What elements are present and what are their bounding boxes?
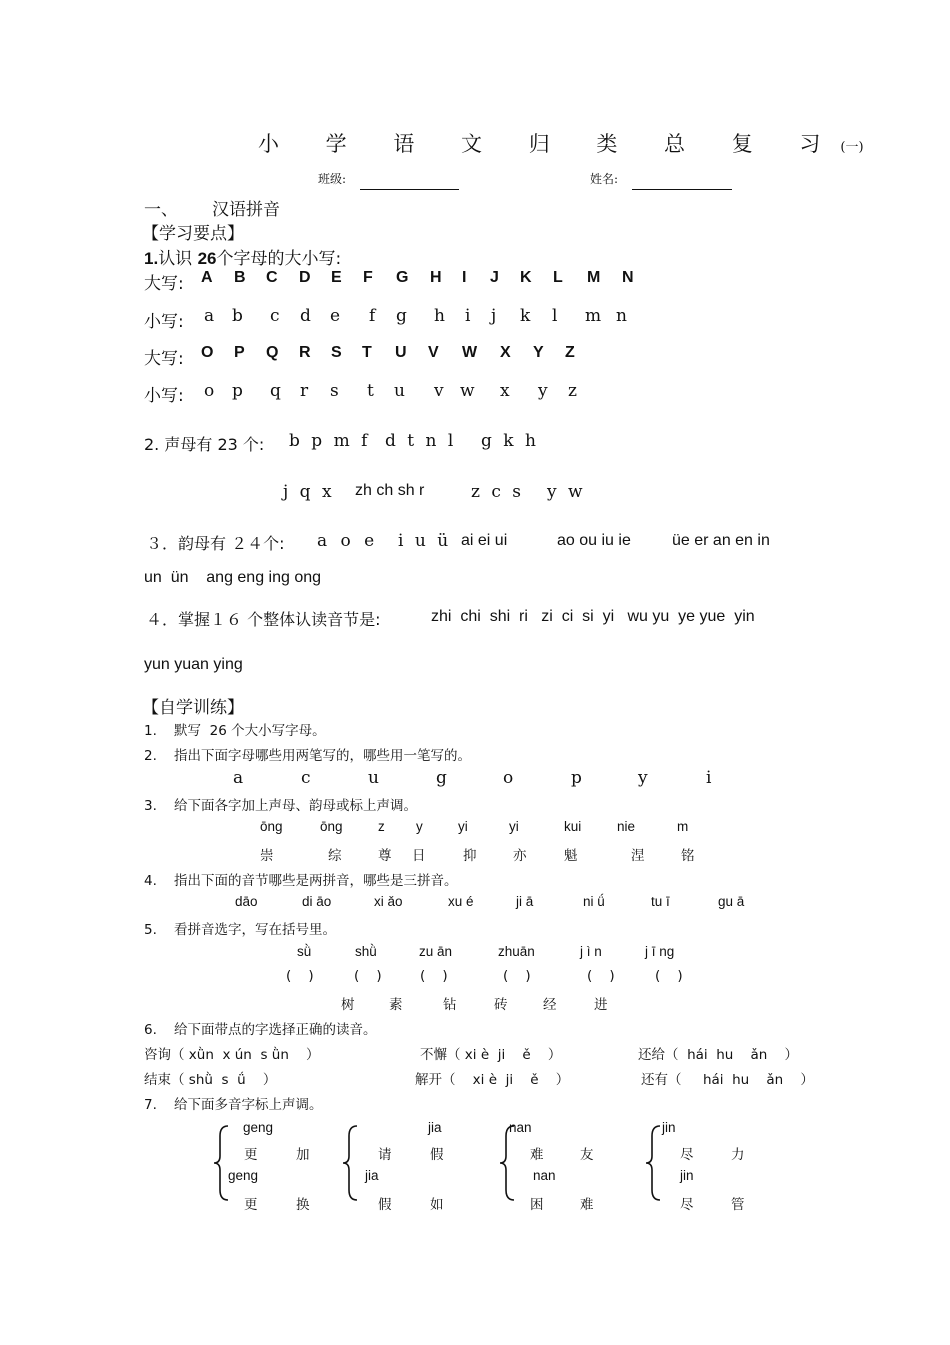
- q5-char: 砖: [494, 997, 508, 1013]
- q3-char: 魁: [564, 848, 578, 864]
- uppercase-letter: Q: [266, 344, 279, 361]
- q7-word-char: 困: [530, 1197, 544, 1213]
- q3-char: 尊: [378, 848, 392, 864]
- q7-pinyin: jia: [428, 1120, 442, 1135]
- lower-label-1: 小写:: [144, 312, 184, 332]
- uppercase-letter: M: [587, 269, 601, 286]
- finals-group: ao ou iu ie: [557, 532, 631, 549]
- lowercase-letter: z: [568, 381, 577, 401]
- q2-letter: i: [706, 768, 712, 788]
- uppercase-letter: A: [201, 269, 213, 286]
- q2-letter: g: [436, 768, 447, 788]
- lowercase-letter: x: [500, 381, 510, 401]
- item1-count: 26: [197, 249, 217, 268]
- uppercase-letter: N: [622, 269, 634, 286]
- q7-word-char: 更: [244, 1147, 258, 1163]
- q7-word-char: 尽: [680, 1197, 694, 1213]
- q7-word-char: 假: [430, 1147, 444, 1163]
- uppercase-letter: X: [500, 344, 511, 361]
- brace-icon: [341, 1124, 361, 1202]
- q4-syllable: tu ī: [651, 894, 670, 909]
- q3-pinyin: kui: [564, 819, 582, 834]
- initials-group: g k h: [481, 431, 539, 451]
- q3-pinyin: ōng: [320, 819, 343, 834]
- item1-rest: 个字母的大小写:: [216, 249, 342, 269]
- q5-pinyin: zhuān: [498, 944, 535, 959]
- q7-pinyin: nan: [533, 1168, 556, 1183]
- uppercase-letter: J: [490, 269, 499, 286]
- q6-item: 不懈（ xi è ji ě ）: [420, 1047, 562, 1063]
- item1-number: 1.: [144, 249, 159, 268]
- upper-label-1: 大写:: [144, 274, 184, 294]
- q4-syllable: dāo: [235, 894, 258, 909]
- lowercase-letter: c: [270, 306, 280, 326]
- lowercase-letter: d: [300, 306, 311, 326]
- brace-icon: [644, 1124, 664, 1202]
- upper-label-2: 大写:: [144, 349, 184, 369]
- answer-paren[interactable]: ( ): [354, 968, 382, 984]
- q7-word-char: 难: [580, 1197, 594, 1213]
- syllables-line-2: yun yuan ying: [144, 656, 243, 673]
- q6-item: 结束（ shǜ s ǘ ）: [144, 1072, 277, 1088]
- page-title: [258, 128, 864, 158]
- answer-paren[interactable]: ( ): [503, 968, 531, 984]
- initials-group: b p m f: [289, 431, 371, 451]
- q4-syllable: xi ǎo: [374, 894, 403, 909]
- q5-pinyin: shǜ: [355, 944, 377, 959]
- q7-pinyin: jia: [365, 1168, 379, 1183]
- brace-icon: [212, 1124, 232, 1202]
- uppercase-letter: B: [234, 269, 246, 286]
- q7-pinyin: geng: [228, 1168, 259, 1183]
- q3-char: 抑: [463, 848, 477, 864]
- answer-paren[interactable]: ( ): [286, 968, 314, 984]
- q3-char: 亦: [513, 848, 527, 864]
- lowercase-letter: g: [396, 306, 407, 326]
- key-points-heading: 【学习要点】: [142, 224, 244, 244]
- q5-pinyin: j ì n: [580, 944, 602, 959]
- q5-pinyin: j ī ng: [645, 944, 675, 959]
- finals-group: üe er an en in: [672, 532, 770, 549]
- uppercase-letter: E: [331, 269, 342, 286]
- lowercase-letter: b: [232, 306, 243, 326]
- q5-char: 素: [389, 997, 403, 1013]
- syllables-line-1: zhi chi shi ri zi ci si yi wu yu ye yue yin: [431, 608, 755, 625]
- uppercase-letter: R: [299, 344, 311, 361]
- q7-word-char: 尽: [680, 1147, 694, 1163]
- q4-syllable: xu é: [448, 894, 474, 909]
- lowercase-letter: s: [330, 381, 339, 401]
- uppercase-letter: W: [462, 344, 478, 361]
- q6-item: 咨询（ xǜn x ún s ǜn ）: [144, 1047, 320, 1063]
- lowercase-letter: v: [434, 381, 444, 401]
- lowercase-letter: n: [616, 306, 627, 326]
- q2-letter: a: [233, 768, 244, 788]
- q4-syllable: gu ā: [718, 894, 745, 909]
- q7-word-char: 加: [296, 1147, 310, 1163]
- q7-pinyin: jin: [680, 1168, 694, 1183]
- q7-word-char: 力: [731, 1147, 745, 1163]
- q3-pinyin: nie: [617, 819, 636, 834]
- q4-syllable: ji ā: [516, 894, 534, 909]
- item1-text: 认识: [158, 249, 193, 269]
- q3-pinyin: ōng: [260, 819, 283, 834]
- lowercase-letter: m: [585, 306, 602, 326]
- q3-char: 崇: [260, 848, 274, 864]
- question-4: 4. 指出下面的音节哪些是两拼音，哪些是三拼音。: [144, 873, 458, 889]
- uppercase-letter: O: [201, 344, 214, 361]
- item2-prefix: 2. 声母有 23 个:: [144, 435, 265, 454]
- q6-item: 还给（ hái hu ǎn ）: [638, 1047, 799, 1063]
- item1-line: [144, 244, 341, 269]
- q4-syllable: di āo: [302, 894, 332, 909]
- q3-pinyin: yi: [458, 819, 468, 834]
- lower-label-2: 小写:: [144, 386, 184, 406]
- uppercase-letter: V: [428, 344, 439, 361]
- lowercase-letter: y: [538, 381, 548, 401]
- lowercase-letter: i: [465, 306, 471, 326]
- q5-pinyin: sǜ: [297, 944, 312, 959]
- brace-icon: [498, 1124, 518, 1202]
- q6-item: 还有（ hái hu ǎn ）: [641, 1072, 814, 1088]
- lowercase-letter: w: [460, 381, 475, 401]
- finals-group: a o e: [317, 531, 379, 551]
- q7-word-char: 更: [244, 1197, 258, 1213]
- uppercase-letter: Z: [565, 344, 575, 361]
- lowercase-letter: q: [270, 381, 281, 401]
- class-label: 班级:: [318, 172, 347, 186]
- q4-syllable: ni ǘ: [583, 894, 605, 909]
- uppercase-letter: I: [462, 269, 467, 286]
- q5-char: 树: [341, 997, 355, 1013]
- finals-group: i u ü: [398, 531, 452, 551]
- q7-word-char: 请: [378, 1147, 392, 1163]
- q7-word-char: 假: [378, 1197, 392, 1213]
- q2-letter: p: [571, 768, 582, 788]
- section-title: 汉语拼音: [212, 200, 280, 220]
- item4-prefix: ４．掌握１６ 个整体认读音节是:: [146, 610, 381, 629]
- lowercase-letter: u: [394, 381, 405, 401]
- q7-word-char: 管: [731, 1197, 745, 1213]
- uppercase-letter: T: [362, 344, 372, 361]
- uppercase-letter: S: [331, 344, 342, 361]
- q2-letter: u: [368, 768, 379, 788]
- exercise-heading: 【自学训练】: [142, 698, 244, 718]
- q5-char: 经: [543, 997, 557, 1013]
- initials-group: z c s: [471, 482, 525, 502]
- q2-letter: c: [301, 768, 311, 788]
- answer-paren[interactable]: ( ): [420, 968, 448, 984]
- q7-word-char: 难: [530, 1147, 544, 1163]
- question-6: 6. 给下面带点的字选择正确的读音。: [144, 1022, 377, 1038]
- q3-pinyin: z: [378, 819, 385, 834]
- uppercase-letter: F: [363, 269, 373, 286]
- lowercase-letter: h: [434, 306, 445, 326]
- uppercase-letter: Y: [533, 344, 544, 361]
- q3-char: 日: [412, 848, 426, 864]
- q7-word-char: 换: [296, 1197, 310, 1213]
- lowercase-letter: l: [552, 306, 558, 326]
- q2-letter: y: [638, 768, 648, 788]
- lowercase-letter: a: [204, 306, 215, 326]
- uppercase-letter: L: [553, 269, 563, 286]
- q2-letter: o: [503, 768, 514, 788]
- name-label: 姓名:: [590, 172, 619, 186]
- q3-pinyin: yi: [509, 819, 519, 834]
- lowercase-letter: e: [330, 306, 341, 326]
- q7-word-char: 如: [430, 1197, 444, 1213]
- title-text: 小 学 语 文 归 类 总 复 习: [258, 132, 841, 156]
- question-1: 1. 默写 26 个大小写字母。: [144, 723, 326, 739]
- question-3: 3. 给下面各字加上声母、韵母或标上声调。: [144, 798, 418, 814]
- q7-word-char: 友: [580, 1147, 594, 1163]
- uppercase-letter: D: [299, 269, 311, 286]
- uppercase-letter: H: [430, 269, 442, 286]
- q3-char: 涅: [631, 848, 645, 864]
- initials-group: zh ch sh r: [355, 482, 425, 499]
- q3-char: 铭: [681, 848, 695, 864]
- uppercase-letter: G: [396, 269, 409, 286]
- uppercase-letter: C: [266, 269, 278, 286]
- q5-pinyin: zu ān: [419, 944, 453, 959]
- q7-pinyin: geng: [243, 1120, 274, 1135]
- lowercase-letter: f: [369, 306, 376, 326]
- q7-pinyin: jin: [662, 1120, 676, 1135]
- q6-item: 解开（ xi è ji ě ）: [415, 1072, 570, 1088]
- section-number: 一、: [144, 200, 178, 220]
- name-underline: [632, 189, 732, 190]
- finals-group: ai ei ui: [461, 532, 508, 549]
- q3-pinyin: y: [416, 819, 423, 834]
- finals-line-2: un ün ang eng ing ong: [144, 569, 322, 586]
- q7-pinyin: nan: [509, 1120, 532, 1135]
- lowercase-letter: o: [204, 381, 215, 401]
- answer-paren[interactable]: ( ): [655, 968, 683, 984]
- title-suffix: (一): [840, 140, 864, 155]
- lowercase-letter: j: [491, 306, 497, 326]
- uppercase-letter: K: [520, 269, 532, 286]
- lowercase-letter: k: [520, 306, 531, 326]
- initials-group: d t n l: [385, 431, 457, 451]
- answer-paren[interactable]: ( ): [587, 968, 615, 984]
- lowercase-letter: r: [300, 381, 309, 401]
- question-2: 2. 指出下面字母哪些用两笔写的，哪些用一笔写的。: [144, 748, 472, 764]
- q3-char: 综: [328, 848, 342, 864]
- item3-prefix: ３．韵母有 ２４个:: [146, 534, 285, 553]
- lowercase-letter: p: [232, 381, 243, 401]
- class-underline: [360, 189, 459, 190]
- uppercase-letter: U: [395, 344, 407, 361]
- q5-char: 钻: [443, 997, 457, 1013]
- initials-group: j q x: [283, 482, 335, 502]
- q5-char: 进: [594, 997, 608, 1013]
- uppercase-letter: P: [234, 344, 245, 361]
- initials-group: y w: [547, 482, 586, 502]
- question-5: 5. 看拼音选字，写在括号里。: [144, 922, 337, 938]
- question-7: 7. 给下面多音字标上声调。: [144, 1097, 323, 1113]
- lowercase-letter: t: [367, 381, 374, 401]
- q3-pinyin: m: [677, 819, 689, 834]
